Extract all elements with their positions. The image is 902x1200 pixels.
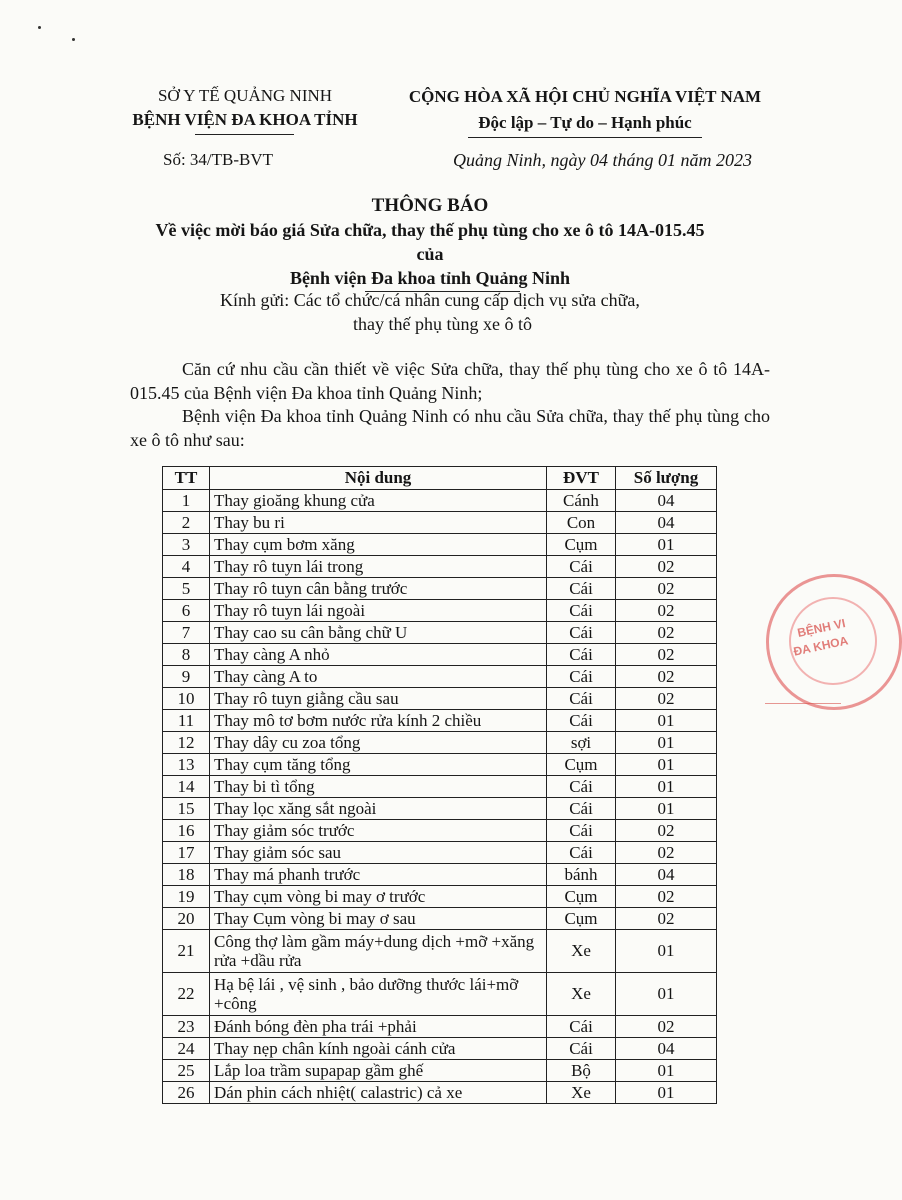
cell-unit: Cụm [547,908,616,930]
cell-content: Thay Cụm vòng bi may ơ sau [210,908,547,930]
cell-qty: 02 [616,842,717,864]
document-number: Số: 34/TB-BVT [163,150,274,169]
cell-tt: 21 [163,930,210,973]
cell-content: Thay càng A nhỏ [210,644,547,666]
table-row [163,1038,717,1060]
cell-qty: 01 [616,732,717,754]
cell-qty: 01 [616,798,717,820]
cell-qty: 02 [616,1016,717,1038]
table-row [163,1016,717,1038]
cell-content: Lắp loa trầm supapap gầm ghế [210,1060,547,1082]
cell-unit: sợi [547,732,616,754]
cell-content: Thay giảm sóc sau [210,842,547,864]
table-row [163,798,717,820]
cell-unit: Con [547,512,616,534]
cell-content: Đánh bóng đèn pha trái +phải [210,1016,547,1038]
cell-tt: 25 [163,1060,210,1082]
table-row [163,930,717,973]
cell-tt: 26 [163,1082,210,1104]
cell-content: Thay giảm sóc trước [210,820,547,842]
cell-qty: 01 [616,1082,717,1104]
cell-tt: 3 [163,534,210,556]
header-content: Nội dung [210,467,547,490]
table-row [163,534,717,556]
table-row [163,754,717,776]
cell-content: Thay lọc xăng sắt ngoài [210,798,547,820]
date-line: Quảng Ninh, ngày 04 tháng 01 năm 2023 [453,150,752,170]
cell-content: Thay bi tì tổng [210,776,547,798]
table-row [163,578,717,600]
motto: Độc lập – Tự do – Hạnh phúc [478,113,692,132]
cell-unit: bánh [547,864,616,886]
cell-content: Thay dây cu zoa tổng [210,732,547,754]
cell-tt: 14 [163,776,210,798]
cell-tt: 13 [163,754,210,776]
table-row [163,732,717,754]
table-row [163,622,717,644]
motto-underline [468,137,702,138]
cell-tt: 7 [163,622,210,644]
cell-qty: 02 [616,600,717,622]
cell-tt: 24 [163,1038,210,1060]
cell-tt: 10 [163,688,210,710]
cell-content: Thay gioăng khung cửa [210,490,547,512]
cell-unit: Cái [547,798,616,820]
cell-content: Thay bu ri [210,512,547,534]
header-qty: Số lượng [616,467,717,490]
cell-qty: 04 [616,490,717,512]
cell-tt: 22 [163,973,210,1016]
cell-content: Thay rô tuyn lái ngoài [210,600,547,622]
stamp-text-2: ĐA KHOA [792,633,850,659]
cell-tt: 19 [163,886,210,908]
cell-tt: 4 [163,556,210,578]
cell-unit: Cái [547,776,616,798]
cell-unit: Xe [547,973,616,1016]
table-row [163,1060,717,1082]
cell-tt: 8 [163,644,210,666]
stamp-text-1: BỆNH VI [796,616,847,640]
header-tt: TT [163,467,210,490]
body-paragraph-2: Bệnh viện Đa khoa tỉnh Quảng Ninh có nhu cầu Sửa chữa, thay thế phụ tùng cho xe ô tô như sau: [130,406,770,450]
cell-tt: 23 [163,1016,210,1038]
cell-qty: 02 [616,908,717,930]
title-main: THÔNG BÁO [371,195,489,216]
recipient-line-2: thay thế phụ tùng xe ô tô [353,314,532,334]
national-heading [375,84,795,136]
table-row [163,556,717,578]
table-row [163,710,717,732]
org-line-2 [100,108,390,132]
table-row [163,886,717,908]
cell-unit: Xe [547,1082,616,1104]
cell-content: Thay cụm bơm xăng [210,534,547,556]
table-row [163,820,717,842]
cell-qty: 01 [616,710,717,732]
cell-unit: Cái [547,820,616,842]
table-row [163,512,717,534]
cell-unit: Cụm [547,754,616,776]
nation-name: CỘNG HÒA XÃ HỘI CHỦ NGHĨA VIỆT NAM [408,87,762,106]
motto-block [375,110,795,136]
issuing-organization [100,84,390,132]
cell-tt: 16 [163,820,210,842]
cell-tt: 5 [163,578,210,600]
items-table [162,466,717,1104]
cell-qty: 02 [616,622,717,644]
cell-content: Thay cụm vòng bi may ơ trước [210,886,547,908]
cell-content: Thay má phanh trước [210,864,547,886]
cell-tt: 1 [163,490,210,512]
cell-tt: 6 [163,600,210,622]
cell-unit: Cái [547,622,616,644]
table-row [163,842,717,864]
cell-unit: Cái [547,644,616,666]
cell-unit: Cái [547,710,616,732]
cell-qty: 01 [616,1060,717,1082]
cell-qty: 01 [616,930,717,973]
table-row [163,666,717,688]
cell-unit: Cái [547,600,616,622]
cell-unit: Cụm [547,534,616,556]
table-header-row [163,467,717,490]
cell-qty: 01 [616,754,717,776]
table-row [163,776,717,798]
title-subject: Về việc mời báo giá Sửa chữa, thay thế phụ tùng cho xe ô tô 14A-015.45 của [155,220,705,264]
cell-content: Thay cụm tăng tổng [210,754,547,776]
cell-content: Dán phin cách nhiệt( calastric) cả xe [210,1082,547,1104]
cell-qty: 01 [616,973,717,1016]
cell-tt: 11 [163,710,210,732]
cell-tt: 2 [163,512,210,534]
table-row [163,600,717,622]
cell-content: Thay cao su cân bằng chữ U [210,622,547,644]
title-subject-line-2-text: Bệnh viện Đa khoa tỉnh Quảng Ninh [289,268,571,288]
cell-unit: Bộ [547,1060,616,1082]
cell-unit: Cái [547,842,616,864]
cell-content: Thay càng A to [210,666,547,688]
org-line-1: SỞ Y TẾ QUẢNG NINH [157,86,333,105]
table-row [163,864,717,886]
cell-content: Thay rô tuyn lái trong [210,556,547,578]
cell-qty: 02 [616,820,717,842]
cell-qty: 02 [616,688,717,710]
org-line-2-text: BỆNH VIỆN ĐA KHOA TỈNH [132,110,358,129]
table-row [163,688,717,710]
cell-content: Thay rô tuyn cân bằng trước [210,578,547,600]
cell-qty: 02 [616,578,717,600]
cell-qty: 02 [616,666,717,688]
recipient-block [220,288,640,336]
cell-content: Thay rô tuyn giằng cầu sau [210,688,547,710]
cell-qty: 02 [616,556,717,578]
cell-tt: 17 [163,842,210,864]
cell-unit: Cái [547,1038,616,1060]
cell-tt: 9 [163,666,210,688]
cell-content: Công thợ làm gầm máy+dung dịch +mỡ +xăng rửa +dầu rửa [210,930,547,973]
recipient-line-1: Kính gửi: Các tổ chức/cá nhân cung cấp dịch vụ sửa chữa, [220,290,640,310]
title-subject-line-2 [150,266,710,290]
cell-qty: 01 [616,534,717,556]
cell-tt: 12 [163,732,210,754]
cell-tt: 18 [163,864,210,886]
stamp-edge-line [765,703,841,704]
cell-unit: Cái [547,556,616,578]
table-row [163,1082,717,1104]
cell-qty: 04 [616,864,717,886]
table-row [163,644,717,666]
org-underline [195,134,294,135]
red-seal-stamp [766,574,902,710]
table-row [163,908,717,930]
cell-content: Thay nẹp chân kính ngoài cánh cửa [210,1038,547,1060]
table-row [163,490,717,512]
cell-unit: Cái [547,1016,616,1038]
table-row [163,973,717,1016]
table-body [163,490,717,1104]
cell-qty: 01 [616,776,717,798]
cell-tt: 15 [163,798,210,820]
cell-unit: Xe [547,930,616,973]
cell-qty: 04 [616,512,717,534]
cell-content: Thay mô tơ bơm nước rửa kính 2 chiều [210,710,547,732]
body-paragraph-1: Căn cứ nhu cầu cần thiết về việc Sửa chữa, thay thế phụ tùng cho xe ô tô 14A-015.45 của Bệnh viện Đa khoa tỉnh Quảng Ninh; [130,359,770,403]
cell-content: Hạ bệ lái , vệ sinh , bảo dưỡng thước lái+mỡ +công [210,973,547,1016]
header-unit: ĐVT [547,467,616,490]
cell-tt: 20 [163,908,210,930]
cell-qty: 04 [616,1038,717,1060]
cell-qty: 02 [616,886,717,908]
cell-unit: Cái [547,578,616,600]
document-title [150,194,710,290]
cell-unit: Cái [547,666,616,688]
cell-unit: Cụm [547,886,616,908]
cell-unit: Cánh [547,490,616,512]
cell-unit: Cái [547,688,616,710]
cell-qty: 02 [616,644,717,666]
